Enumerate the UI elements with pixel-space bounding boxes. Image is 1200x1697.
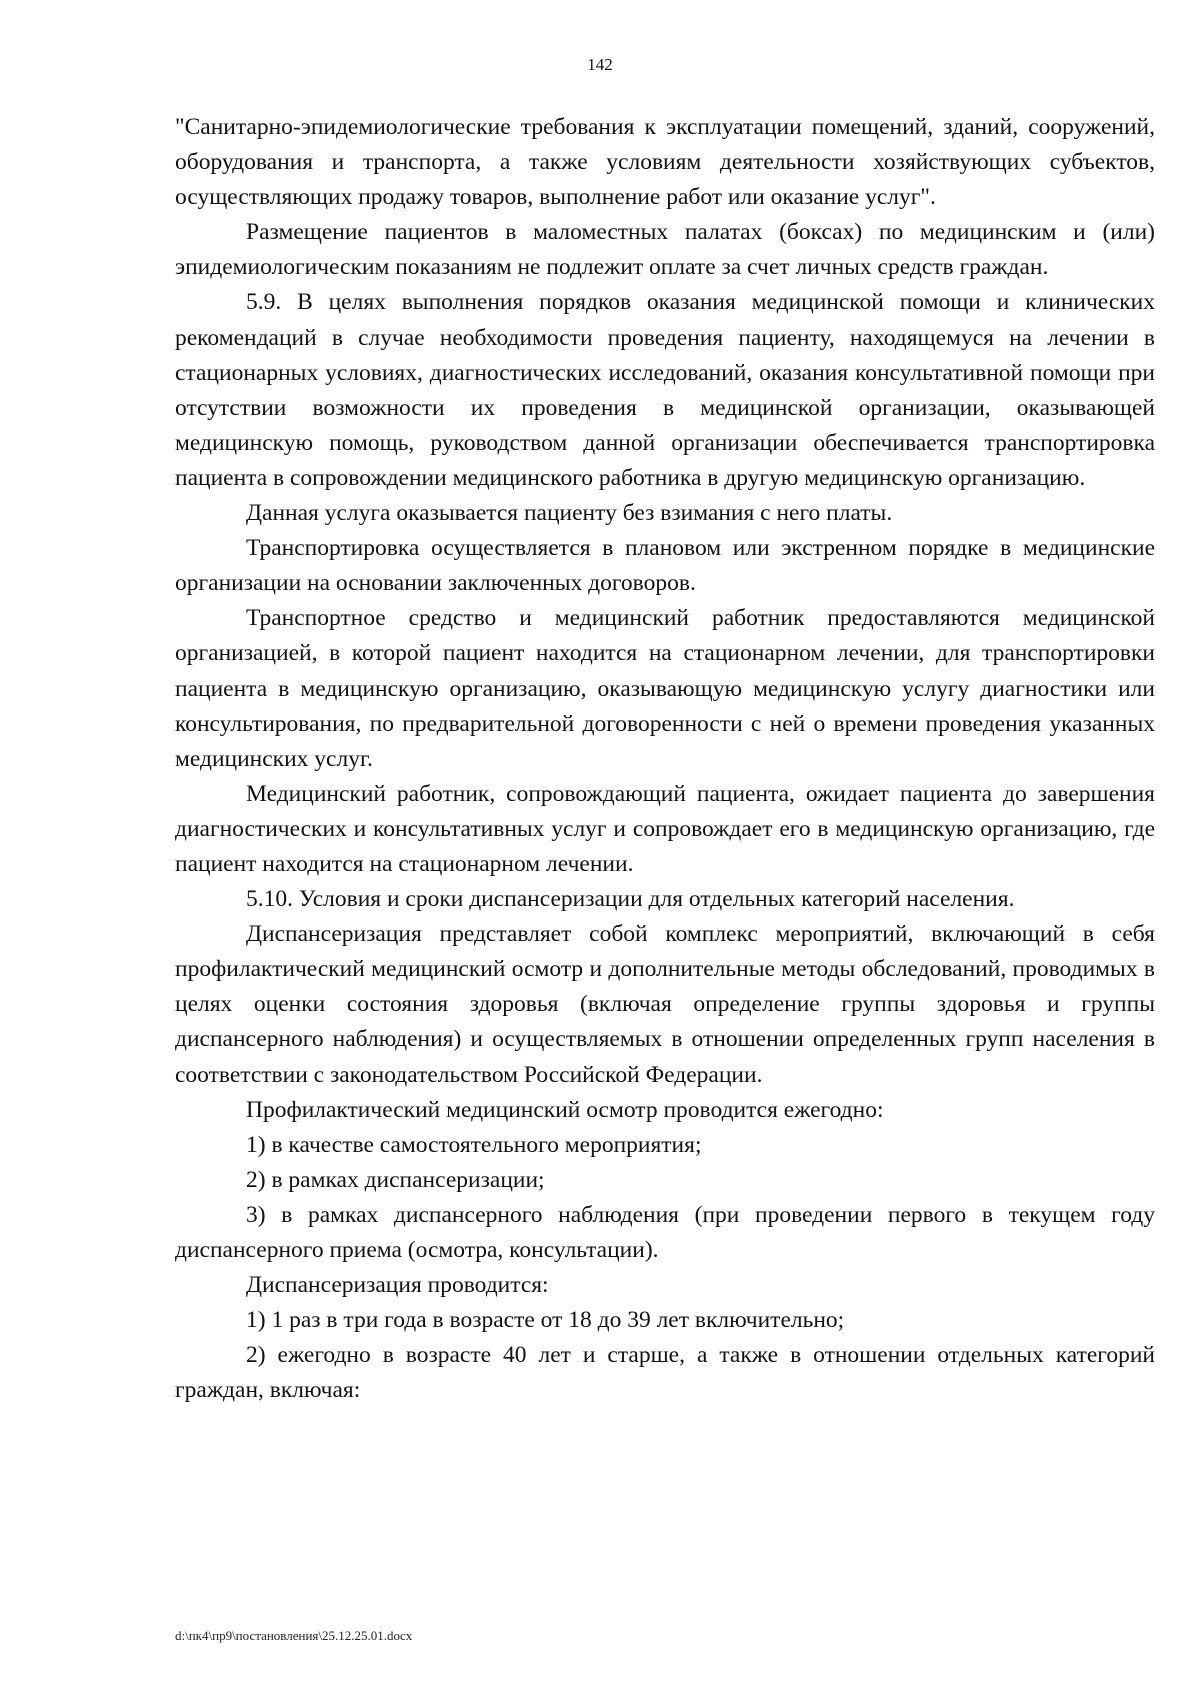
paragraph: Профилактический медицинский осмотр проводится ежегодно:: [246, 1096, 884, 1123]
paragraph: Данная услуга оказывается пациенту без взимания с него платы.: [246, 500, 893, 527]
list-item: 2) ежегодно в возрасте 40 лет и старше, а также в отношении отдельных категорий граждан, включая:: [175, 1342, 1155, 1404]
document-body: [175, 110, 1155, 1408]
page-number: 142: [587, 55, 613, 74]
paragraph: 5.9. В целях выполнения порядков оказания медицинской помощи и клинических рекомендаций в случае необходимости проведения пациенту, находящемуся на лечении в стационарных условиях, диагностических исследований, оказания консультативной помощи при отсутствии возможности их проведения в медицинской организации, оказывающей медицинскую помощь, руководством данной организации обеспечивается транспортировка пациента в сопровождении медицинского работника в другую медицинскую организацию.: [175, 289, 1155, 491]
paragraph: Размещение пациентов в маломестных палатах (боксах) по медицинским и (или) эпидемиологическим показаниям не подлежит оплате за счет личных средств граждан.: [175, 219, 1155, 281]
list-item: 2) в рамках диспансеризации;: [246, 1166, 545, 1193]
paragraph: Медицинский работник, сопровождающий пациента, ожидает пациента до завершения диагностических и консультативных услуг и сопровождает его в медицинскую организацию, где пациент находится на стационарном лечении.: [175, 780, 1155, 877]
section-heading: 5.10. Условия и сроки диспансеризации для отдельных категорий населения.: [246, 886, 1015, 913]
paragraph: Транспортное средство и медицинский работник предоставляются медицинской организацией, в которой пациент находится на стационарном лечении, для транспортировки пациента в медицинскую организацию, оказывающую медицинскую услугу диагностики или консультирования, по предварительной договоренности с ней о времени проведения указанных медицинских услуг.: [175, 605, 1155, 772]
footer-file-path: d:\пк4\пр9\постановления\25.12.25.01.docx: [175, 1628, 413, 1643]
list-item: 1) 1 раз в три года в возрасте от 18 до 39 лет включительно;: [246, 1307, 845, 1334]
paragraph: Диспансеризация проводится:: [246, 1272, 549, 1299]
list-item: 1) в качестве самостоятельного мероприятия;: [246, 1131, 702, 1158]
paragraph: "Санитарно-эпидемиологические требования к эксплуатации помещений, зданий, сооружений, оборудования и транспорта, а также условиям деятельности хозяйствующих субъектов, осуществляющих продажу товаров, выполнение работ или оказание услуг".: [175, 114, 1155, 211]
paragraph: Диспансеризация представляет собой комплекс мероприятий, включающий в себя профилактический медицинский осмотр и дополнительные методы обследований, проводимых в целях оценки состояния здоровья (включая определение группы здоровья и группы диспансерного наблюдения) и осуществляемых в отношении определенных групп населения в соответствии с законодательством Российской Федерации.: [175, 921, 1155, 1088]
list-item: 3) в рамках диспансерного наблюдения (при проведении первого в текущем году диспансерного приема (осмотра, консультации).: [175, 1201, 1155, 1263]
paragraph: Транспортировка осуществляется в плановом или экстренном порядке в медицинские организации на основании заключенных договоров.: [175, 535, 1155, 597]
